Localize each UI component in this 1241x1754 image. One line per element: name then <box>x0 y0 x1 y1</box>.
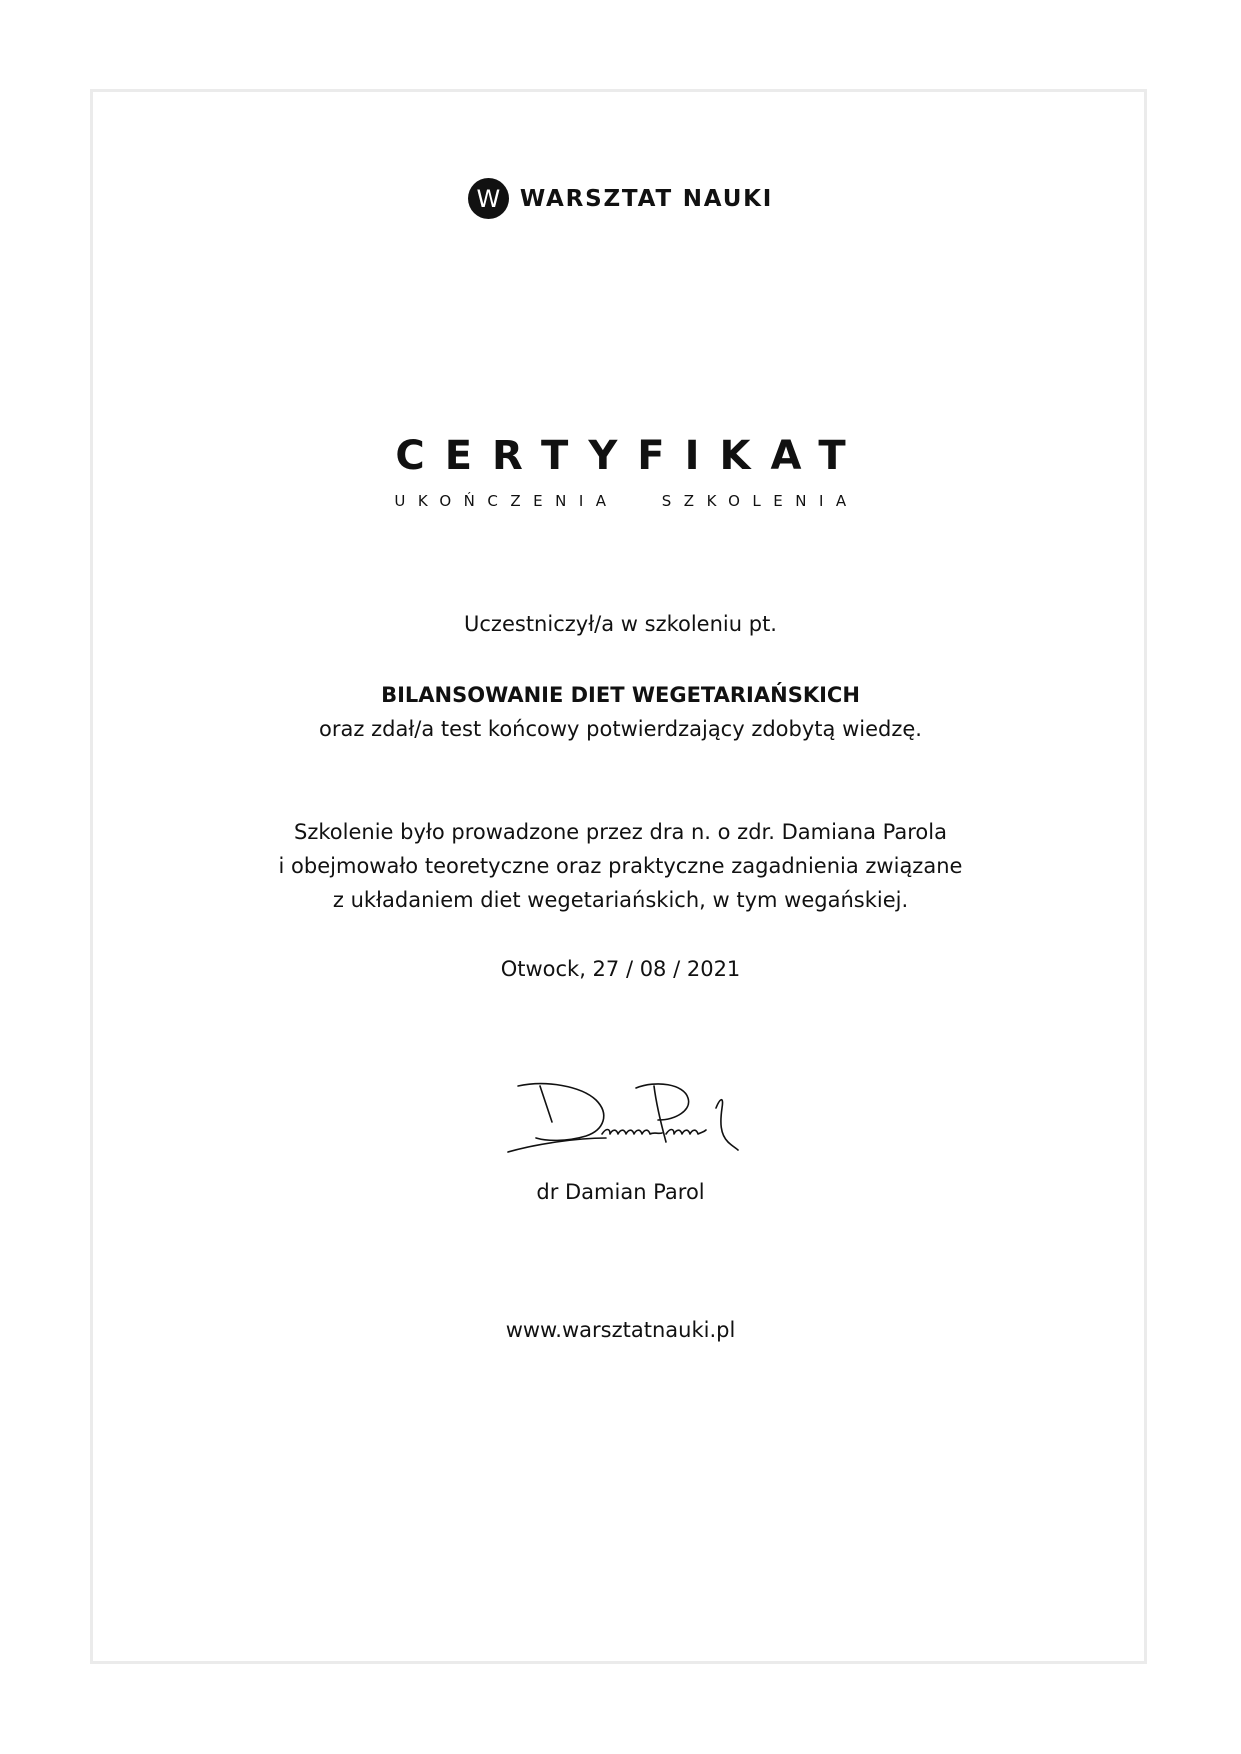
certificate-title: CERTYFIKAT <box>395 433 866 479</box>
place-and-date: Otwock, 27 / 08 / 2021 <box>500 957 741 981</box>
brand-badge-icon: W <box>468 178 509 219</box>
website-link[interactable]: www.warsztatnauki.pl <box>505 1318 736 1342</box>
brand-logo <box>0 178 1241 219</box>
description-line: i obejmowało teoretyczne oraz praktyczne zagadnienia związane <box>278 854 963 878</box>
brand-name: WARSZTAT NAUKI <box>519 185 774 212</box>
handwritten-signature-icon <box>506 1078 739 1156</box>
signer-name: dr Damian Parol <box>536 1180 705 1204</box>
passed-test-text: oraz zdał/a test końcowy potwierdzający zdobytą wiedzę. <box>319 717 922 741</box>
description-line: Szkolenie było prowadzone przez dra n. o zdr. Damiana Parola <box>294 820 947 844</box>
course-description <box>0 815 1241 917</box>
course-name: BILANSOWANIE DIET WEGETARIAŃSKICH <box>381 683 860 707</box>
description-line: z układaniem diet wegetariańskich, w tym wegańskiej. <box>332 888 909 912</box>
certificate-subtitle: UKOŃCZENIA SZKOLENIA <box>394 492 859 510</box>
participation-intro: Uczestniczył/a w szkoleniu pt. <box>464 612 777 636</box>
